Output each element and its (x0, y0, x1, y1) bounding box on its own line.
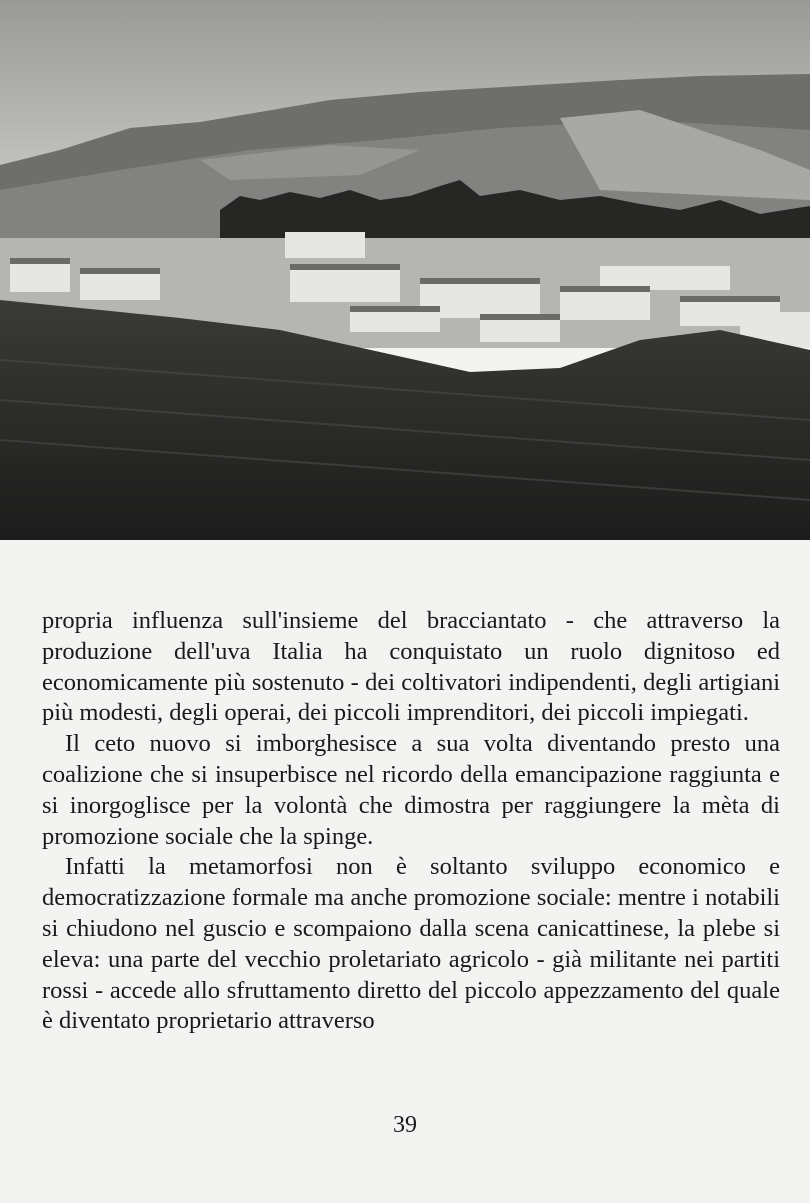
paragraph: propria influenza sull'insieme del bracciantato - che attraverso la produzione dell'uva Italia ha conquistato un ruolo dignitoso ed economicamente più sostenuto - dei coltivatori indipendenti, degli artigiani più modesti, degli operai, dei piccoli imprenditori, dei piccoli impiegati. (42, 607, 780, 727)
page-number: 39 (393, 1112, 417, 1138)
paragraph: Il ceto nuovo si imborghesisce a sua volta diventando presto una coalizione che si insuperbisce nel ricordo della emancipazione raggiunta e si inorgoglisce per la volontà che dimostra per raggiungere la mèta di promozione sociale che la spinge. (42, 730, 780, 850)
paragraph: Infatti la metamorfosi non è soltanto sviluppo economico e democratizzazione formale ma anche promozione sociale: mentre i notabili si chiudono nel guscio e scompaiono dalla scena canicattinese, la plebe si eleva: una parte del vecchio proletariato agricolo - già militante nei partiti rossi - accede allo sfruttamento diretto del piccolo appezzamento del quale è diventato proprietario attraverso (42, 853, 780, 1035)
landscape-photo (0, 0, 810, 540)
body-text (42, 606, 780, 1037)
